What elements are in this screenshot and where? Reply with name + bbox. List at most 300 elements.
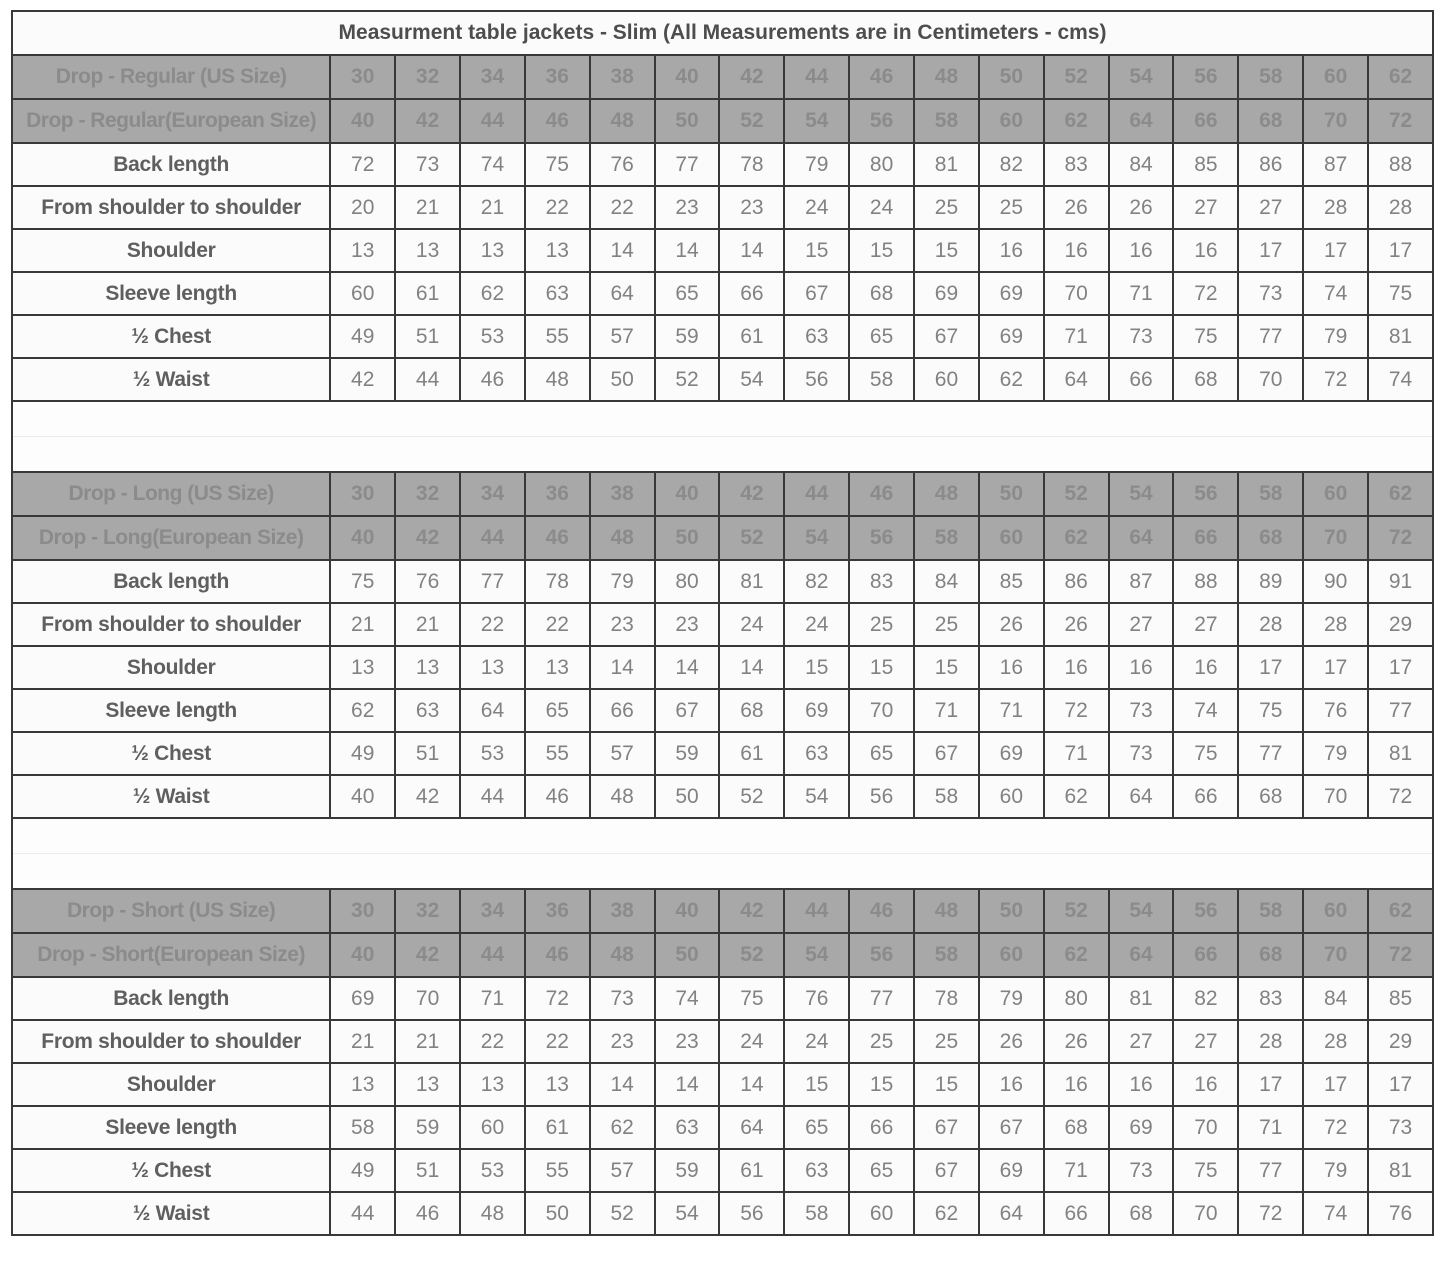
measurement-value-cell: 72 [1238, 1192, 1303, 1235]
us-size-cell: 34 [460, 55, 525, 99]
title-row [12, 11, 1433, 55]
measurement-value-cell: 83 [849, 560, 914, 603]
measurement-value-cell: 68 [1173, 358, 1238, 401]
measurement-value-cell: 29 [1368, 1020, 1433, 1063]
measurement-value-cell: 59 [395, 1106, 460, 1149]
measurement-value-cell: 66 [590, 689, 655, 732]
measurement-value-cell: 82 [979, 143, 1044, 186]
measurement-value-cell: 65 [849, 732, 914, 775]
measurement-value-cell: 69 [1109, 1106, 1174, 1149]
measurement-value-cell: 28 [1238, 1020, 1303, 1063]
measurement-row [12, 560, 1433, 603]
measurement-value-cell: 22 [525, 603, 590, 646]
us-size-cell: 62 [1368, 889, 1433, 933]
measurement-value-cell: 75 [330, 560, 395, 603]
measurement-value-cell: 84 [1303, 977, 1368, 1020]
eu-size-cell: 60 [979, 99, 1044, 143]
measurement-value-cell: 76 [784, 977, 849, 1020]
measurement-row [12, 1020, 1433, 1063]
us-size-cell: 32 [395, 472, 460, 516]
measurement-value-cell: 58 [849, 358, 914, 401]
us-size-cell: 62 [1368, 472, 1433, 516]
measurement-value-cell: 17 [1303, 1063, 1368, 1106]
us-size-cell: 38 [590, 472, 655, 516]
measurement-value-cell: 15 [784, 646, 849, 689]
measurement-value-cell: 15 [849, 1063, 914, 1106]
measurement-label: Shoulder [12, 646, 330, 689]
measurement-value-cell: 23 [655, 1020, 720, 1063]
us-size-cell: 40 [655, 472, 720, 516]
measurement-value-cell: 63 [525, 272, 590, 315]
measurement-value-cell: 81 [1109, 977, 1174, 1020]
us-size-cell: 44 [784, 55, 849, 99]
section-spacer [12, 437, 1433, 473]
size-row-us [12, 55, 1433, 99]
measurement-value-cell: 17 [1368, 646, 1433, 689]
measurement-value-cell: 72 [1303, 1106, 1368, 1149]
measurement-value-cell: 13 [460, 646, 525, 689]
measurement-value-cell: 48 [460, 1192, 525, 1235]
measurement-value-cell: 87 [1109, 560, 1174, 603]
measurement-value-cell: 14 [655, 646, 720, 689]
measurement-row [12, 315, 1433, 358]
measurement-value-cell: 76 [1303, 689, 1368, 732]
measurement-value-cell: 42 [395, 775, 460, 818]
measurement-value-cell: 72 [1368, 775, 1433, 818]
eu-size-cell: 54 [784, 516, 849, 560]
measurement-value-cell: 58 [330, 1106, 395, 1149]
measurement-value-cell: 79 [784, 143, 849, 186]
measurement-label: From shoulder to shoulder [12, 186, 330, 229]
measurement-value-cell: 58 [914, 775, 979, 818]
measurement-value-cell: 69 [784, 689, 849, 732]
measurement-value-cell: 50 [655, 775, 720, 818]
eu-size-cell: 42 [395, 99, 460, 143]
eu-size-cell: 50 [655, 99, 720, 143]
measurement-value-cell: 75 [1173, 732, 1238, 775]
measurement-value-cell: 56 [784, 358, 849, 401]
measurement-value-cell: 55 [525, 732, 590, 775]
measurement-value-cell: 71 [1044, 732, 1109, 775]
measurement-value-cell: 27 [1109, 1020, 1174, 1063]
measurement-value-cell: 27 [1173, 603, 1238, 646]
us-size-cell: 38 [590, 55, 655, 99]
measurement-value-cell: 85 [1368, 977, 1433, 1020]
eu-size-cell: 40 [330, 516, 395, 560]
measurement-value-cell: 27 [1109, 603, 1174, 646]
eu-size-cell: 46 [525, 933, 590, 977]
measurement-value-cell: 77 [460, 560, 525, 603]
us-size-cell: 62 [1368, 55, 1433, 99]
measurement-value-cell: 49 [330, 732, 395, 775]
measurement-value-cell: 27 [1173, 186, 1238, 229]
measurement-value-cell: 82 [1173, 977, 1238, 1020]
eu-size-cell: 58 [914, 933, 979, 977]
measurement-value-cell: 60 [330, 272, 395, 315]
eu-size-cell: 40 [330, 99, 395, 143]
measurement-value-cell: 72 [525, 977, 590, 1020]
measurement-value-cell: 81 [1368, 732, 1433, 775]
measurement-value-cell: 17 [1368, 1063, 1433, 1106]
us-size-cell: 44 [784, 889, 849, 933]
measurement-value-cell: 56 [719, 1192, 784, 1235]
measurement-value-cell: 15 [914, 229, 979, 272]
measurement-value-cell: 16 [1044, 646, 1109, 689]
eu-size-cell: 50 [655, 516, 720, 560]
measurement-value-cell: 74 [1368, 358, 1433, 401]
eu-size-cell: 56 [849, 516, 914, 560]
us-size-cell: 60 [1303, 889, 1368, 933]
eu-size-cell: 52 [719, 933, 784, 977]
measurement-row [12, 186, 1433, 229]
measurement-value-cell: 25 [849, 603, 914, 646]
us-size-cell: 48 [914, 889, 979, 933]
measurement-value-cell: 69 [979, 1149, 1044, 1192]
measurement-value-cell: 74 [460, 143, 525, 186]
measurement-value-cell: 71 [1238, 1106, 1303, 1149]
measurement-value-cell: 76 [1368, 1192, 1433, 1235]
measurement-value-cell: 14 [655, 1063, 720, 1106]
size-row-us [12, 889, 1433, 933]
measurement-value-cell: 64 [1044, 358, 1109, 401]
eu-size-cell: 68 [1238, 933, 1303, 977]
measurement-value-cell: 58 [784, 1192, 849, 1235]
measurement-value-cell: 14 [590, 229, 655, 272]
measurement-value-cell: 77 [1238, 315, 1303, 358]
measurement-label: ½ Waist [12, 358, 330, 401]
us-size-cell: 42 [719, 472, 784, 516]
measurement-value-cell: 67 [914, 315, 979, 358]
measurement-value-cell: 23 [590, 603, 655, 646]
measurement-value-cell: 83 [1044, 143, 1109, 186]
measurement-value-cell: 26 [1044, 186, 1109, 229]
measurement-row [12, 603, 1433, 646]
eu-size-cell: 56 [849, 99, 914, 143]
measurement-value-cell: 25 [979, 186, 1044, 229]
eu-size-cell: 50 [655, 933, 720, 977]
measurement-value-cell: 63 [784, 732, 849, 775]
measurement-value-cell: 53 [460, 1149, 525, 1192]
eu-size-cell: 62 [1044, 99, 1109, 143]
measurement-value-cell: 29 [1368, 603, 1433, 646]
section-spacer-row [12, 437, 1433, 473]
measurement-value-cell: 21 [460, 186, 525, 229]
measurement-value-cell: 81 [719, 560, 784, 603]
measurement-value-cell: 25 [849, 1020, 914, 1063]
eu-size-cell: 44 [460, 516, 525, 560]
measurement-label: Back length [12, 560, 330, 603]
us-size-cell: 32 [395, 55, 460, 99]
eu-size-cell: 40 [330, 933, 395, 977]
measurement-value-cell: 87 [1303, 143, 1368, 186]
measurement-value-cell: 66 [1044, 1192, 1109, 1235]
measurement-value-cell: 24 [784, 1020, 849, 1063]
measurement-value-cell: 68 [1044, 1106, 1109, 1149]
measurement-value-cell: 28 [1238, 603, 1303, 646]
measurement-value-cell: 67 [784, 272, 849, 315]
us-size-cell: 30 [330, 472, 395, 516]
measurement-value-cell: 51 [395, 732, 460, 775]
eu-size-cell: 44 [460, 99, 525, 143]
measurement-value-cell: 14 [719, 1063, 784, 1106]
measurement-label: ½ Chest [12, 315, 330, 358]
measurement-label: Shoulder [12, 229, 330, 272]
eu-size-cell: 48 [590, 99, 655, 143]
measurement-value-cell: 16 [1173, 646, 1238, 689]
measurement-value-cell: 71 [979, 689, 1044, 732]
measurement-value-cell: 77 [1368, 689, 1433, 732]
measurement-value-cell: 66 [719, 272, 784, 315]
measurement-value-cell: 59 [655, 732, 720, 775]
measurement-value-cell: 72 [330, 143, 395, 186]
table-title: Measurment table jackets - Slim (All Measurements are in Centimeters - cms) [12, 11, 1433, 55]
measurement-label: Back length [12, 977, 330, 1020]
measurement-value-cell: 15 [849, 646, 914, 689]
eu-size-cell: 42 [395, 933, 460, 977]
measurement-value-cell: 64 [590, 272, 655, 315]
measurement-value-cell: 67 [914, 1149, 979, 1192]
measurement-row [12, 272, 1433, 315]
us-size-cell: 56 [1173, 889, 1238, 933]
measurement-value-cell: 13 [460, 229, 525, 272]
eu-size-label: Drop - Regular(European Size) [12, 99, 330, 143]
measurement-value-cell: 21 [330, 1020, 395, 1063]
measurement-row [12, 1149, 1433, 1192]
measurement-row [12, 689, 1433, 732]
measurement-value-cell: 13 [395, 646, 460, 689]
measurement-value-cell: 55 [525, 315, 590, 358]
measurement-value-cell: 77 [1238, 1149, 1303, 1192]
eu-size-cell: 72 [1368, 933, 1433, 977]
measurement-value-cell: 50 [590, 358, 655, 401]
measurement-value-cell: 65 [655, 272, 720, 315]
measurement-value-cell: 91 [1368, 560, 1433, 603]
eu-size-cell: 52 [719, 516, 784, 560]
measurement-value-cell: 75 [1238, 689, 1303, 732]
measurement-value-cell: 24 [719, 603, 784, 646]
measurement-label: ½ Chest [12, 732, 330, 775]
eu-size-cell: 66 [1173, 516, 1238, 560]
measurement-value-cell: 57 [590, 1149, 655, 1192]
measurement-value-cell: 14 [590, 1063, 655, 1106]
measurement-value-cell: 17 [1238, 646, 1303, 689]
us-size-cell: 52 [1044, 55, 1109, 99]
measurement-table [11, 10, 1434, 1236]
measurement-value-cell: 63 [784, 1149, 849, 1192]
measurement-value-cell: 69 [914, 272, 979, 315]
us-size-cell: 52 [1044, 472, 1109, 516]
measurement-value-cell: 24 [784, 603, 849, 646]
measurement-value-cell: 63 [395, 689, 460, 732]
measurement-value-cell: 40 [330, 775, 395, 818]
us-size-label: Drop - Long (US Size) [12, 472, 330, 516]
measurement-value-cell: 13 [395, 1063, 460, 1106]
measurement-value-cell: 69 [979, 272, 1044, 315]
measurement-value-cell: 14 [590, 646, 655, 689]
measurement-value-cell: 79 [1303, 1149, 1368, 1192]
measurement-row [12, 977, 1433, 1020]
measurement-value-cell: 75 [1173, 315, 1238, 358]
measurement-value-cell: 16 [979, 229, 1044, 272]
measurement-row [12, 229, 1433, 272]
measurement-value-cell: 13 [395, 229, 460, 272]
measurement-value-cell: 22 [525, 186, 590, 229]
measurement-value-cell: 89 [1238, 560, 1303, 603]
measurement-value-cell: 75 [1173, 1149, 1238, 1192]
measurement-value-cell: 16 [1173, 1063, 1238, 1106]
us-size-cell: 36 [525, 889, 590, 933]
measurement-label: From shoulder to shoulder [12, 603, 330, 646]
measurement-value-cell: 17 [1238, 1063, 1303, 1106]
measurement-value-cell: 16 [1109, 229, 1174, 272]
measurement-value-cell: 76 [395, 560, 460, 603]
measurement-value-cell: 23 [719, 186, 784, 229]
measurement-value-cell: 22 [590, 186, 655, 229]
measurement-value-cell: 23 [655, 603, 720, 646]
measurement-value-cell: 70 [1173, 1106, 1238, 1149]
us-size-cell: 36 [525, 472, 590, 516]
us-size-cell: 48 [914, 472, 979, 516]
measurement-value-cell: 70 [1173, 1192, 1238, 1235]
measurement-value-cell: 75 [719, 977, 784, 1020]
measurement-label: ½ Waist [12, 775, 330, 818]
us-size-cell: 56 [1173, 472, 1238, 516]
measurement-value-cell: 62 [979, 358, 1044, 401]
measurement-value-cell: 88 [1368, 143, 1433, 186]
eu-size-cell: 64 [1109, 933, 1174, 977]
measurement-value-cell: 81 [914, 143, 979, 186]
us-size-cell: 58 [1238, 472, 1303, 516]
measurement-value-cell: 53 [460, 315, 525, 358]
eu-size-cell: 54 [784, 933, 849, 977]
measurement-value-cell: 16 [1109, 646, 1174, 689]
us-size-cell: 60 [1303, 55, 1368, 99]
us-size-cell: 36 [525, 55, 590, 99]
measurement-value-cell: 65 [784, 1106, 849, 1149]
measurement-value-cell: 74 [1303, 272, 1368, 315]
us-size-cell: 58 [1238, 55, 1303, 99]
us-size-cell: 50 [979, 55, 1044, 99]
measurement-value-cell: 16 [1109, 1063, 1174, 1106]
measurement-value-cell: 69 [979, 732, 1044, 775]
measurement-value-cell: 79 [979, 977, 1044, 1020]
us-size-cell: 54 [1109, 55, 1174, 99]
measurement-label: ½ Waist [12, 1192, 330, 1235]
measurement-value-cell: 73 [395, 143, 460, 186]
us-size-cell: 54 [1109, 889, 1174, 933]
measurement-value-cell: 59 [655, 1149, 720, 1192]
eu-size-cell: 48 [590, 516, 655, 560]
measurement-value-cell: 72 [1173, 272, 1238, 315]
measurement-label: Back length [12, 143, 330, 186]
measurement-label: Shoulder [12, 1063, 330, 1106]
measurement-value-cell: 14 [719, 229, 784, 272]
measurement-row [12, 358, 1433, 401]
measurement-value-cell: 16 [1044, 1063, 1109, 1106]
measurement-value-cell: 27 [1173, 1020, 1238, 1063]
measurement-value-cell: 64 [719, 1106, 784, 1149]
measurement-value-cell: 25 [914, 186, 979, 229]
measurement-value-cell: 75 [1368, 272, 1433, 315]
measurement-value-cell: 59 [655, 315, 720, 358]
us-size-label: Drop - Regular (US Size) [12, 55, 330, 99]
us-size-cell: 52 [1044, 889, 1109, 933]
measurement-value-cell: 62 [590, 1106, 655, 1149]
measurement-value-cell: 62 [1044, 775, 1109, 818]
measurement-value-cell: 70 [1238, 358, 1303, 401]
measurement-value-cell: 52 [590, 1192, 655, 1235]
measurement-row [12, 1063, 1433, 1106]
us-size-cell: 32 [395, 889, 460, 933]
measurement-value-cell: 60 [849, 1192, 914, 1235]
measurement-value-cell: 21 [395, 1020, 460, 1063]
measurement-value-cell: 13 [525, 1063, 590, 1106]
measurement-value-cell: 71 [1044, 1149, 1109, 1192]
size-row-eu [12, 99, 1433, 143]
measurement-value-cell: 69 [330, 977, 395, 1020]
measurement-value-cell: 21 [395, 186, 460, 229]
eu-size-cell: 70 [1303, 516, 1368, 560]
measurement-label: Sleeve length [12, 1106, 330, 1149]
us-size-cell: 30 [330, 889, 395, 933]
measurement-value-cell: 66 [1173, 775, 1238, 818]
measurement-value-cell: 77 [1238, 732, 1303, 775]
measurement-value-cell: 57 [590, 315, 655, 358]
eu-size-cell: 60 [979, 933, 1044, 977]
measurement-value-cell: 61 [525, 1106, 590, 1149]
measurement-value-cell: 28 [1368, 186, 1433, 229]
measurement-value-cell: 46 [395, 1192, 460, 1235]
measurement-label: ½ Chest [12, 1149, 330, 1192]
eu-size-cell: 58 [914, 516, 979, 560]
size-row-eu [12, 933, 1433, 977]
section-spacer-row [12, 818, 1433, 854]
measurement-value-cell: 56 [849, 775, 914, 818]
measurement-value-cell: 78 [719, 143, 784, 186]
measurement-value-cell: 73 [1238, 272, 1303, 315]
us-size-cell: 40 [655, 55, 720, 99]
measurement-value-cell: 72 [1044, 689, 1109, 732]
measurement-value-cell: 54 [655, 1192, 720, 1235]
measurement-value-cell: 77 [849, 977, 914, 1020]
measurement-value-cell: 46 [460, 358, 525, 401]
measurement-value-cell: 73 [1368, 1106, 1433, 1149]
measurement-value-cell: 68 [1238, 775, 1303, 818]
measurement-value-cell: 72 [1303, 358, 1368, 401]
eu-size-cell: 64 [1109, 99, 1174, 143]
measurement-value-cell: 21 [330, 603, 395, 646]
measurement-value-cell: 65 [849, 1149, 914, 1192]
measurement-value-cell: 62 [330, 689, 395, 732]
measurement-value-cell: 78 [914, 977, 979, 1020]
eu-size-cell: 66 [1173, 933, 1238, 977]
measurement-value-cell: 62 [460, 272, 525, 315]
measurement-value-cell: 74 [1173, 689, 1238, 732]
measurement-value-cell: 26 [979, 603, 1044, 646]
measurement-value-cell: 70 [849, 689, 914, 732]
measurement-label: Sleeve length [12, 272, 330, 315]
measurement-value-cell: 13 [525, 646, 590, 689]
eu-size-cell: 46 [525, 99, 590, 143]
us-size-cell: 46 [849, 55, 914, 99]
us-size-cell: 34 [460, 472, 525, 516]
measurement-value-cell: 70 [395, 977, 460, 1020]
measurement-value-cell: 49 [330, 315, 395, 358]
measurement-value-cell: 24 [784, 186, 849, 229]
measurement-value-cell: 67 [914, 1106, 979, 1149]
measurement-value-cell: 28 [1303, 603, 1368, 646]
measurement-value-cell: 66 [1109, 358, 1174, 401]
